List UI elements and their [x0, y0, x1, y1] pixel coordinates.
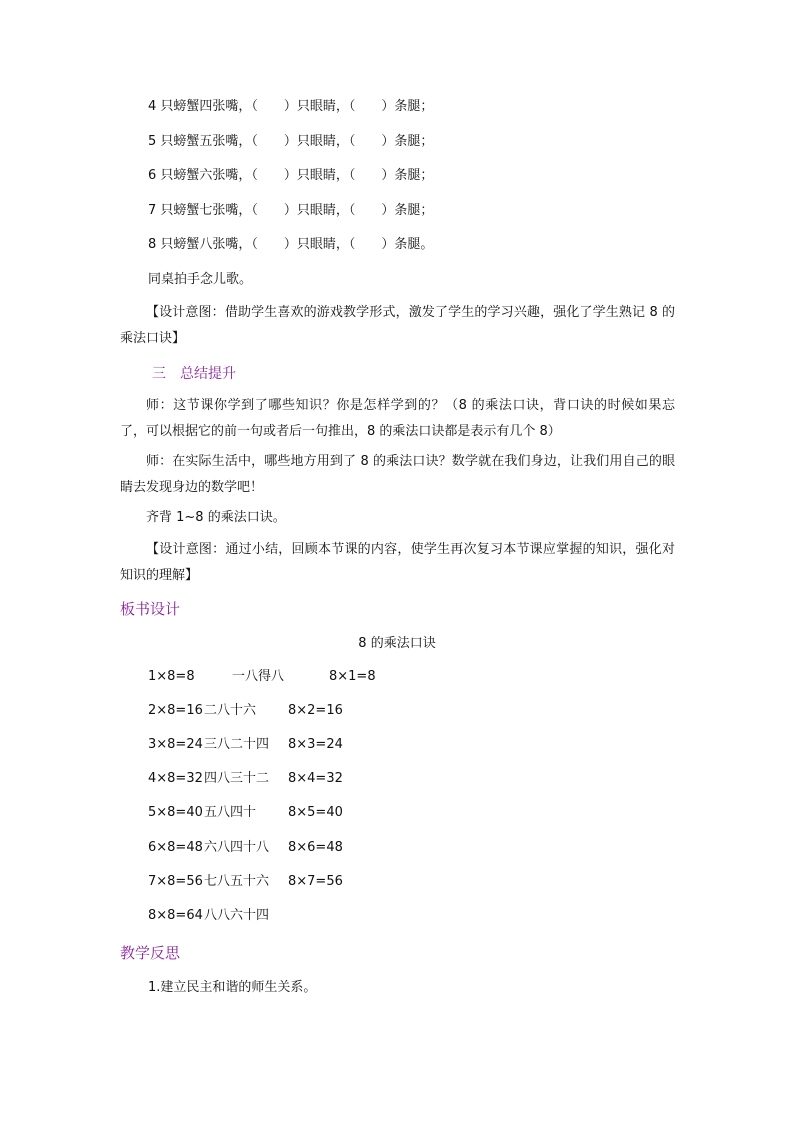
board-equation: 4×8=32: [148, 771, 203, 786]
board-rhyme: 一八得八: [232, 669, 285, 684]
design-intent-1: 【设计意图：借助学生喜欢的游戏教学形式，激发了学生的学习兴趣，强化了学生熟记 8 的乘法口诀】: [120, 305, 675, 346]
crab-line-8: 8 只螃蟹八张嘴，（ ）只眼睛，（ ）条腿。: [148, 237, 434, 252]
board-equation-swapped: 8×6=48: [288, 840, 343, 855]
recite-line: 齐背 1~8 的乘法口诀。: [146, 510, 286, 525]
board-title: 8 的乘法口诀: [358, 636, 436, 651]
crab-line-5: 5 只螃蟹五张嘴，（ ）只眼睛，（ ）条腿；: [148, 134, 434, 149]
board-rhyme: 八八六十四: [204, 908, 270, 923]
board-equation: 7×8=56: [148, 874, 203, 889]
crab-line-4: 4 只螃蟹四张嘴，（ ）只眼睛，（ ）条腿；: [148, 99, 434, 114]
board-equation: 8×8=64: [148, 908, 203, 923]
board-row: [148, 839, 343, 857]
clap-line: 同桌拍手念儿歌。: [148, 272, 253, 287]
board-rhyme: 三八二十四: [204, 737, 270, 752]
board-equation-swapped: 8×1=8: [329, 669, 376, 684]
board-equation-swapped: 8×5=40: [288, 805, 343, 820]
board-equation: 1×8=8: [148, 669, 195, 684]
board-row: [148, 736, 343, 754]
reflection-item-1: 1.建立民主和谐的师生关系。: [148, 980, 317, 995]
board-rhyme: 二八十六: [204, 703, 257, 718]
crab-line-7: 7 只螃蟹七张嘴，（ ）只眼睛，（ ）条腿；: [148, 203, 434, 218]
board-design-heading: 板书设计: [120, 600, 181, 618]
board-rhyme: 六八四十八: [204, 840, 270, 855]
board-equation-swapped: 8×2=16: [288, 703, 343, 718]
board-row: [148, 702, 343, 720]
board-equation-swapped: 8×3=24: [288, 737, 343, 752]
board-equation: 6×8=48: [148, 840, 203, 855]
board-row: [148, 873, 343, 891]
board-equation: 3×8=24: [148, 737, 203, 752]
board-equation: 2×8=16: [148, 703, 203, 718]
board-rhyme: 五八四十: [204, 805, 257, 820]
crab-line-6: 6 只螃蟹六张嘴，（ ）只眼睛，（ ）条腿；: [148, 168, 434, 183]
board-equation: 5×8=40: [148, 805, 203, 820]
board-equation-swapped: 8×4=32: [288, 771, 343, 786]
board-row: [148, 770, 343, 788]
reflection-heading: 教学反思: [120, 944, 181, 962]
teacher-paragraph-1: 师：这节课你学到了哪些知识？你是怎样学到的？（8 的乘法口诀，背口诀的时候如果忘了，可以根据它的前一句或者后一句推出，8 的乘法口诀都是表示有几个 8）: [120, 398, 675, 439]
board-rhyme: 四八三十二: [204, 771, 270, 786]
board-row: [148, 907, 288, 925]
teacher-paragraph-2: 师：在实际生活中，哪些地方用到了 8 的乘法口诀？数学就在我们身边，让我们用自己的眼睛去发现身边的数学吧！: [120, 454, 675, 495]
board-row: [148, 668, 376, 686]
design-intent-2: 【设计意图：通过小结，回顾本节课的内容，使学生再次复习本节课应掌握的知识，强化对知识的理解】: [120, 542, 675, 583]
section-3-title: 三 总结提升: [152, 366, 236, 382]
board-row: [148, 804, 343, 822]
board-equation-swapped: 8×7=56: [288, 874, 343, 889]
board-rhyme: 七八五十六: [204, 874, 270, 889]
